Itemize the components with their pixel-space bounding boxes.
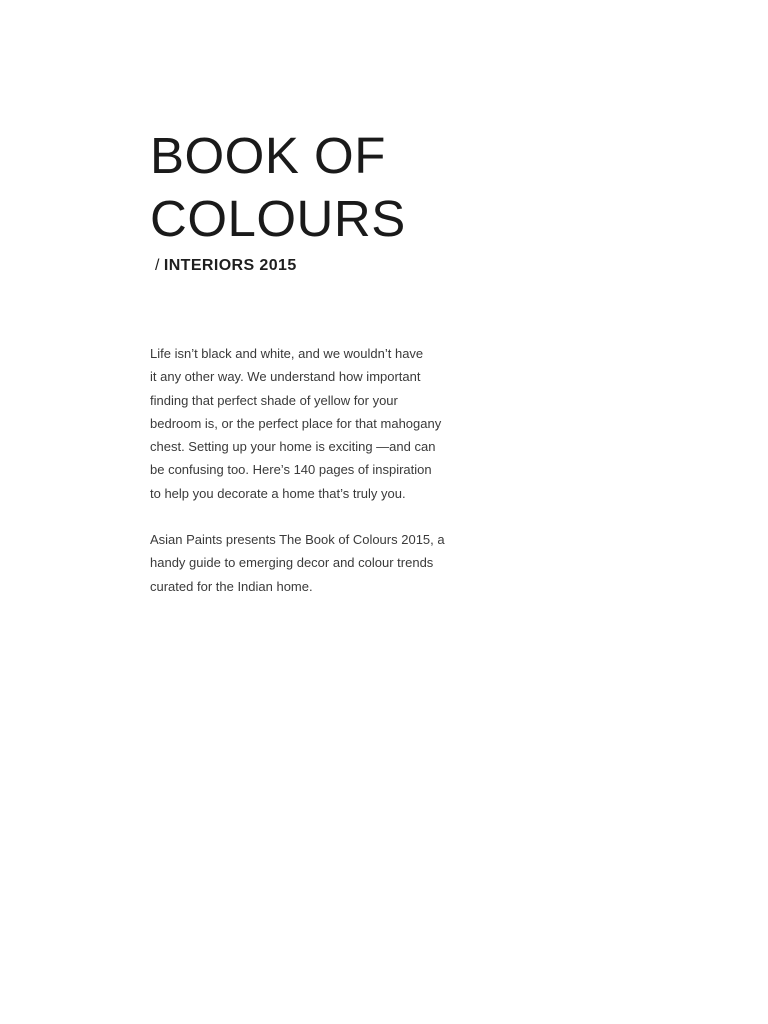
subtitle-text: INTERIORS 2015: [163, 257, 297, 274]
closing-paragraph: [150, 528, 470, 598]
paragraph-line: it any other way. We understand how important: [150, 369, 421, 385]
paragraph-line: curated for the Indian home.: [150, 578, 313, 594]
paragraph-line: Life isn’t black and white, and we wouldn’t have: [150, 346, 424, 361]
page-title: [150, 124, 406, 250]
title-line-2: COLOURS: [150, 190, 406, 247]
paragraph-line: Asian Paints presents The Book of Colours 2015, a: [150, 532, 445, 547]
paragraph-line: bedroom is, or the perfect place for that mahogany: [150, 415, 442, 431]
paragraph-line: finding that perfect shade of yellow for your: [150, 392, 398, 408]
title-line-1: BOOK OF: [150, 127, 386, 184]
paragraph-line: handy guide to emerging decor and colour trends: [150, 555, 434, 571]
paragraph-line: be confusing too. Here’s 140 pages of inspiration: [150, 462, 432, 478]
intro-paragraph: [150, 342, 470, 505]
subtitle-slash: /: [155, 257, 160, 274]
paragraph-line: to help you decorate a home that’s truly you.: [150, 485, 406, 501]
paragraph-line: chest. Setting up your home is exciting —and can: [150, 439, 436, 455]
page-subtitle: [155, 256, 297, 276]
